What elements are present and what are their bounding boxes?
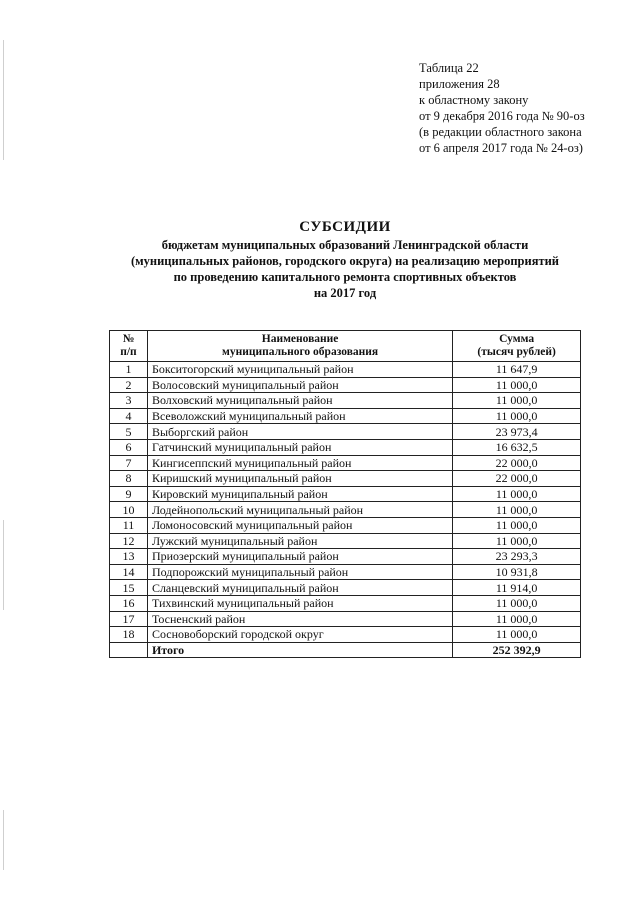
subsidy-table [109,330,581,658]
municipality-name: Волосовский муниципальный район [147,377,452,393]
municipality-name: Лужский муниципальный район [147,533,452,549]
header-sum-line1: Сумма [499,333,535,345]
row-number: 3 [110,393,148,409]
row-number: 12 [110,533,148,549]
municipality-name: Лодейнопольский муниципальный район [147,502,452,518]
scan-margin-mark [3,40,4,160]
subsidy-amount: 11 647,9 [453,362,581,378]
total-number-cell [110,642,148,658]
row-number: 15 [110,580,148,596]
row-number: 11 [110,517,148,533]
subsidy-amount: 23 293,3 [453,549,581,565]
total-label: Итого [147,642,452,658]
table-row [110,439,581,455]
document-title [80,218,610,301]
row-number: 18 [110,627,148,643]
municipality-name: Всеволожский муниципальный район [147,408,452,424]
row-number: 9 [110,486,148,502]
subsidy-amount: 11 000,0 [453,393,581,409]
municipality-name: Приозерский муниципальный район [147,549,452,565]
row-number: 6 [110,439,148,455]
municipality-name: Кингисеппский муниципальный район [147,455,452,471]
scan-margin-mark [3,810,4,870]
row-number: 2 [110,377,148,393]
header-number-line1: № [122,333,135,345]
subsidy-amount: 11 000,0 [453,533,581,549]
subsidy-amount: 16 632,5 [453,439,581,455]
table-row [110,595,581,611]
table-row [110,486,581,502]
table-row [110,471,581,487]
row-number: 4 [110,408,148,424]
subsidy-amount: 22 000,0 [453,471,581,487]
row-number: 16 [110,595,148,611]
municipality-name: Ломоносовский муниципальный район [147,517,452,533]
appendix-note-line: от 9 декабря 2016 года № 90-оз [419,109,585,123]
municipality-name: Кировский муниципальный район [147,486,452,502]
row-number: 13 [110,549,148,565]
appendix-note-line: от 6 апреля 2017 года № 24-оз) [419,141,583,155]
row-number: 1 [110,362,148,378]
header-number-line2: п/п [120,346,137,358]
table-row [110,549,581,565]
subsidy-amount: 11 914,0 [453,580,581,596]
subsidy-amount: 11 000,0 [453,611,581,627]
municipality-name: Тихвинский муниципальный район [147,595,452,611]
table-row [110,455,581,471]
header-number [110,331,148,362]
title-line: на 2017 год [313,286,377,300]
main-title: СУБСИДИИ [299,219,391,235]
subsidy-amount: 11 000,0 [453,486,581,502]
table-row [110,611,581,627]
municipality-name: Бокситогорский муниципальный район [147,362,452,378]
table-row [110,502,581,518]
municipality-name: Киришский муниципальный район [147,471,452,487]
title-line: (муниципальных районов, городского округа) на реализацию мероприятий [130,254,560,268]
table-row [110,627,581,643]
table-row [110,408,581,424]
subsidy-amount: 11 000,0 [453,408,581,424]
subsidy-amount: 11 000,0 [453,595,581,611]
table-row [110,580,581,596]
table-row [110,564,581,580]
appendix-note-line: (в редакции областного закона [419,125,582,139]
subsidy-amount: 11 000,0 [453,502,581,518]
scan-margin-mark [3,520,4,610]
row-number: 5 [110,424,148,440]
row-number: 14 [110,564,148,580]
table-row [110,362,581,378]
subsidy-amount: 10 931,8 [453,564,581,580]
municipality-name: Сланцевский муниципальный район [147,580,452,596]
municipality-name: Гатчинский муниципальный район [147,439,452,455]
subsidy-amount: 11 000,0 [453,627,581,643]
appendix-note-line: Таблица 22 [419,61,479,75]
municipality-name: Тосненский район [147,611,452,627]
header-sum-line2: (тысяч рублей) [477,346,556,358]
table-row [110,533,581,549]
table-row [110,517,581,533]
title-line: бюджетам муниципальных образований Ленинградской области [161,238,529,252]
row-number: 8 [110,471,148,487]
row-number: 10 [110,502,148,518]
appendix-note-line: к областному закону [419,93,529,107]
row-number: 17 [110,611,148,627]
table-row [110,377,581,393]
appendix-note [419,60,634,156]
municipality-name: Выборгский район [147,424,452,440]
table-row [110,424,581,440]
total-amount: 252 392,9 [453,642,581,658]
header-name [147,331,452,362]
header-name-line2: муниципального образования [222,346,379,358]
header-name-line1: Наименование [261,333,339,345]
municipality-name: Волховский муниципальный район [147,393,452,409]
header-sum [453,331,581,362]
subsidy-amount: 23 973,4 [453,424,581,440]
table-header-row [110,331,581,362]
subsidy-amount: 11 000,0 [453,377,581,393]
row-number: 7 [110,455,148,471]
total-row [110,642,581,658]
title-line: по проведению капитального ремонта спортивных объектов [173,270,517,284]
municipality-name: Сосновоборский городской округ [147,627,452,643]
subsidy-amount: 22 000,0 [453,455,581,471]
table-row [110,393,581,409]
municipality-name: Подпорожский муниципальный район [147,564,452,580]
subsidy-amount: 11 000,0 [453,517,581,533]
appendix-note-line: приложения 28 [419,77,500,91]
